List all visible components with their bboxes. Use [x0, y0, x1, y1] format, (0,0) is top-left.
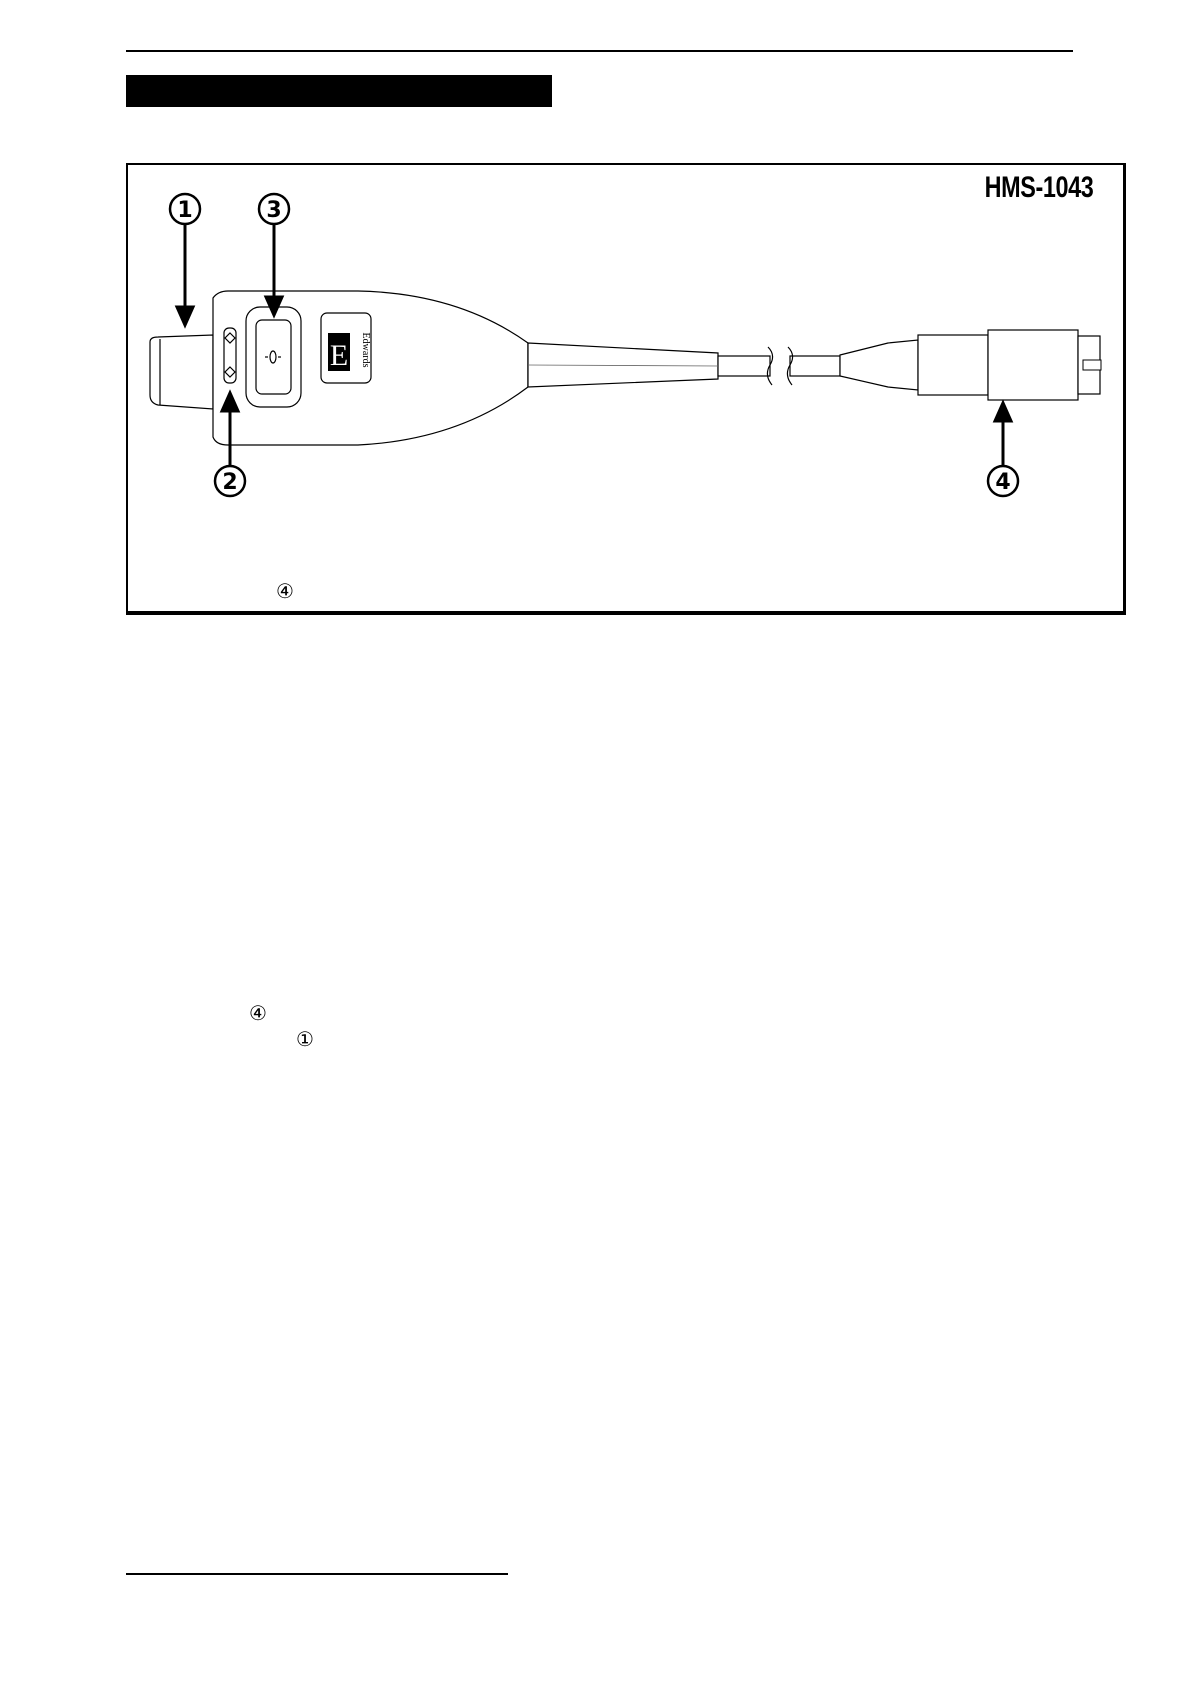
body-marker-1: ① [296, 1029, 314, 1051]
flush-device [224, 328, 236, 383]
cable-illustration [128, 165, 1123, 611]
cable-left [718, 356, 770, 376]
footer-rule [126, 1573, 508, 1575]
cable-right [790, 356, 840, 376]
zero-button [246, 307, 301, 407]
figure-frame [126, 163, 1126, 615]
right-connector-neck [840, 340, 918, 390]
model-label: HMS-1043 [984, 171, 1093, 204]
header-rule [126, 50, 1073, 52]
callout-3-label: 3 [266, 198, 282, 223]
section-title-bar [126, 75, 552, 107]
callout-4-label: 4 [995, 470, 1011, 495]
callout-2-label: 2 [222, 470, 238, 495]
right-connector-head [988, 330, 1078, 400]
cable-break-marks [767, 347, 792, 385]
edwards-logo [321, 313, 371, 383]
body-marker-4: ④ [249, 1003, 267, 1025]
right-connector-body [918, 335, 988, 395]
logo-letter: E [329, 339, 349, 372]
callout-1-label: 1 [177, 198, 193, 223]
caption-marker: ④ [276, 581, 294, 603]
logo-text: Edwards [360, 332, 371, 368]
